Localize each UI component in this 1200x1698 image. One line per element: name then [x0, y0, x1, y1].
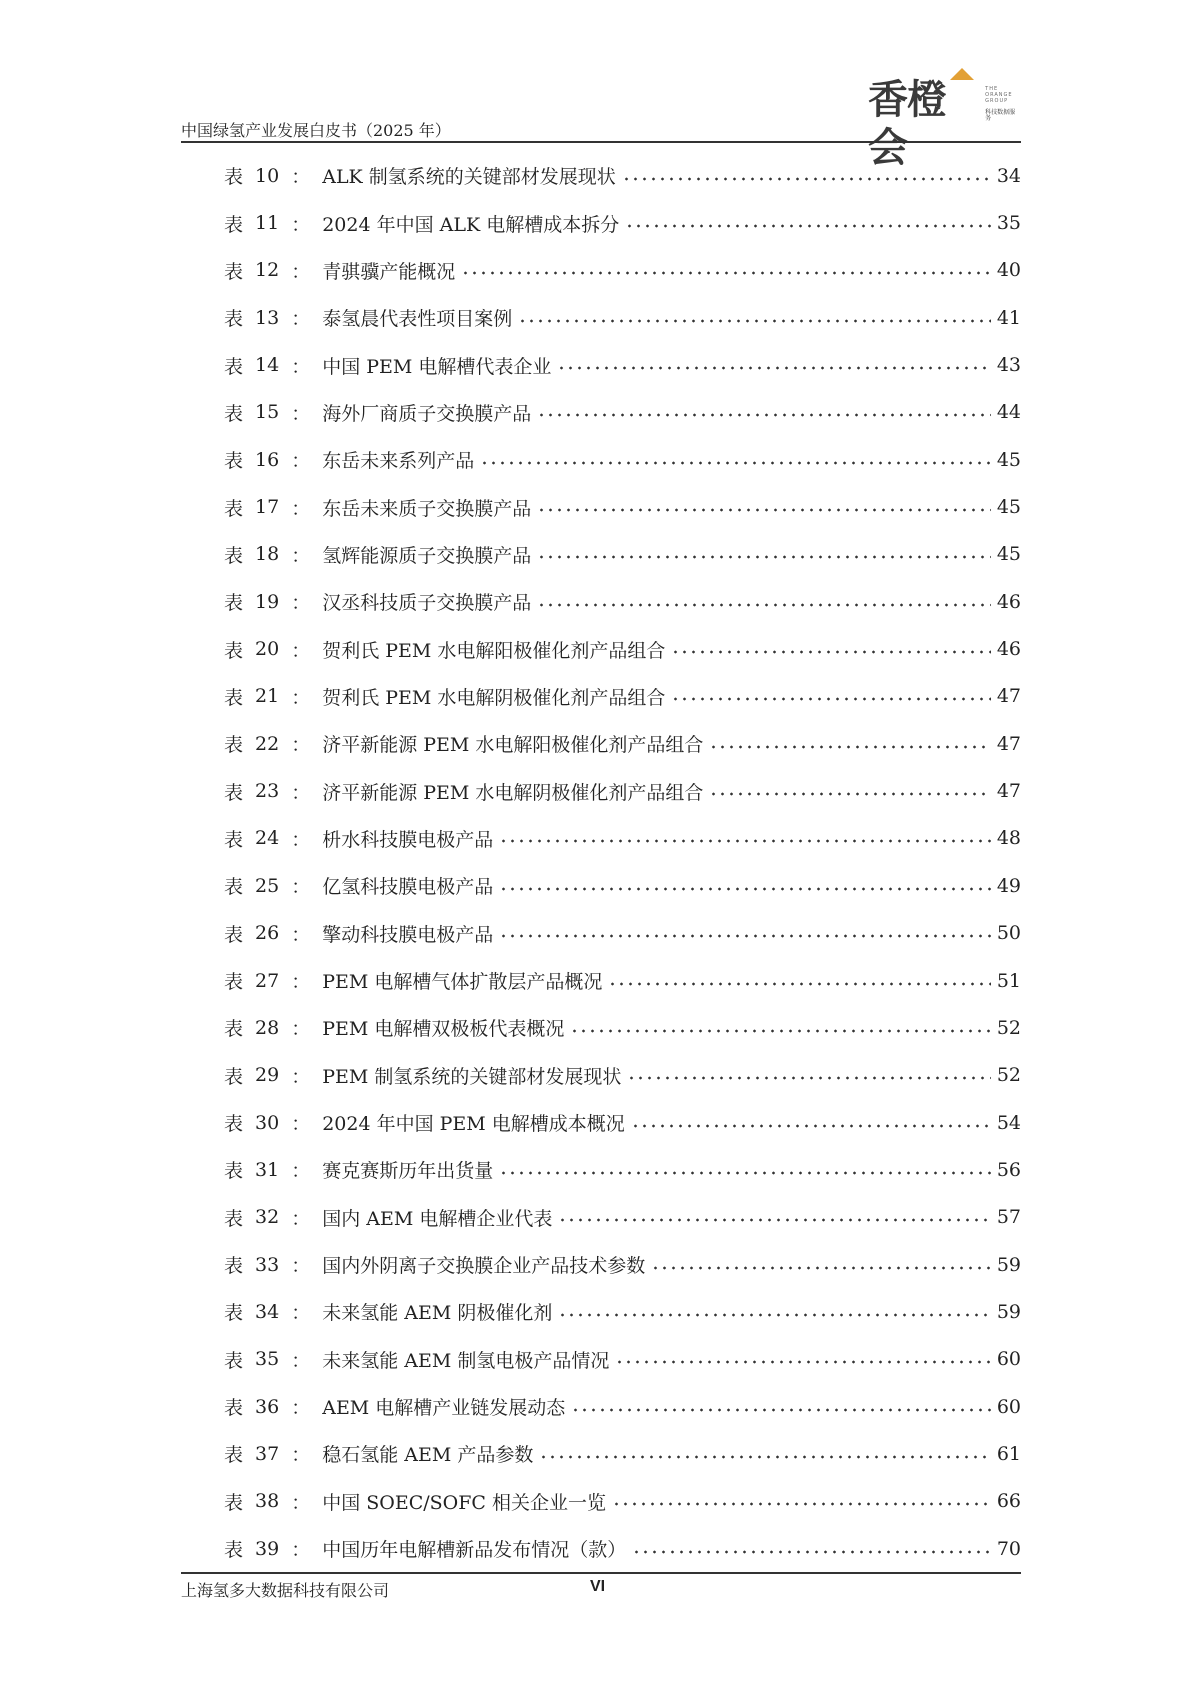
toc-colon: ：	[291, 1397, 311, 1420]
toc-number: 18	[255, 543, 280, 566]
logo-roof-icon	[950, 68, 974, 80]
toc-page-number: 44	[996, 401, 1021, 424]
toc-number: 16	[255, 448, 280, 471]
toc-colon: ：	[291, 497, 311, 520]
toc-page-number: 50	[996, 922, 1021, 945]
toc-number: 34	[255, 1300, 280, 1323]
toc-title: 东岳未来系列产品	[322, 450, 475, 473]
toc-title: 擎动科技膜电极产品	[322, 923, 494, 946]
toc-entry[interactable]	[224, 957, 1021, 1004]
brand-logo	[868, 76, 1020, 171]
toc-number: 17	[255, 496, 280, 519]
toc-entry[interactable]	[224, 199, 1021, 246]
toc-leader-dots	[499, 934, 991, 938]
toc-prefix: 表	[224, 923, 244, 946]
toc-prefix: 表	[224, 1160, 244, 1183]
toc-colon: ：	[291, 1160, 311, 1183]
toc-number: 22	[255, 732, 280, 755]
toc-title: 赛克赛斯历年出货量	[322, 1160, 494, 1183]
logo-cn: 科技数据服务	[985, 109, 1016, 122]
toc-page-number: 45	[996, 496, 1021, 519]
toc-leader-dots	[671, 650, 990, 654]
toc-colon: ：	[291, 355, 311, 378]
toc-leader-dots	[570, 1029, 990, 1033]
toc-page-number: 45	[996, 543, 1021, 566]
toc-prefix: 表	[224, 260, 244, 283]
toc-title: 氢辉能源质子交换膜产品	[322, 544, 532, 567]
header-divider	[181, 141, 1021, 143]
toc-colon: ：	[291, 828, 311, 851]
toc-prefix: 表	[224, 1491, 244, 1514]
toc-prefix: 表	[224, 213, 244, 236]
toc-leader-dots	[557, 366, 990, 370]
toc-prefix: 表	[224, 1302, 244, 1325]
toc-page-number: 41	[996, 306, 1021, 329]
toc-title: 青骐骥产能概况	[322, 260, 456, 283]
toc-leader-dots	[625, 224, 991, 228]
toc-number: 28	[255, 1016, 280, 1039]
toc-prefix: 表	[224, 544, 244, 567]
toc-leader-dots	[480, 461, 991, 465]
toc-colon: ：	[291, 1065, 311, 1088]
toc-number: 32	[255, 1206, 280, 1229]
toc-leader-dots	[537, 555, 991, 559]
toc-entry[interactable]	[224, 1099, 1021, 1146]
toc-number: 36	[255, 1395, 280, 1418]
toc-title: 东岳未来质子交换膜产品	[322, 497, 532, 520]
toc-page-number: 60	[996, 1395, 1021, 1418]
toc-number: 35	[255, 1348, 280, 1371]
toc-colon: ：	[291, 639, 311, 662]
toc-prefix: 表	[224, 639, 244, 662]
toc-colon: ：	[291, 1491, 311, 1514]
toc-prefix: 表	[224, 166, 244, 189]
toc-entry[interactable]	[224, 720, 1021, 767]
toc-colon: ：	[291, 1539, 311, 1562]
toc-colon: ：	[291, 544, 311, 567]
footer-page-number: VI	[590, 1578, 606, 1595]
toc-page-number: 34	[996, 164, 1021, 187]
toc-prefix: 表	[224, 1349, 244, 1372]
toc-leader-dots	[537, 413, 991, 417]
toc-page-number: 43	[996, 354, 1021, 377]
toc-prefix: 表	[224, 497, 244, 520]
toc-number: 30	[255, 1111, 280, 1134]
toc-leader-dots	[537, 508, 991, 512]
toc-number: 24	[255, 827, 280, 850]
toc-entry[interactable]	[224, 341, 1021, 388]
toc-title: 贺利氏 PEM 水电解阳极催化剂产品组合	[322, 639, 666, 662]
toc-prefix: 表	[224, 592, 244, 615]
toc-colon: ：	[291, 1349, 311, 1372]
toc-colon: ：	[291, 1207, 311, 1230]
footer-divider	[181, 1572, 1021, 1574]
toc-leader-dots	[539, 1455, 990, 1459]
toc-number: 10	[255, 164, 280, 187]
toc-entry[interactable]	[224, 389, 1021, 436]
toc-title: 2024 年中国 ALK 电解槽成本拆分	[322, 213, 620, 236]
toc-entry[interactable]	[224, 862, 1021, 909]
toc-prefix: 表	[224, 355, 244, 378]
toc-prefix: 表	[224, 1397, 244, 1420]
toc-number: 27	[255, 969, 280, 992]
toc-number: 26	[255, 922, 280, 945]
toc-page-number: 46	[996, 638, 1021, 661]
toc-entry[interactable]	[224, 673, 1021, 720]
toc-number: 39	[255, 1537, 280, 1560]
logo-subtext	[985, 86, 1020, 122]
toc-colon: ：	[291, 1113, 311, 1136]
toc-number: 14	[255, 354, 280, 377]
toc-entry[interactable]	[224, 483, 1021, 530]
toc-colon: ：	[291, 166, 311, 189]
toc-prefix: 表	[224, 1018, 244, 1041]
toc-title: 稳石氢能 AEM 产品参数	[322, 1444, 534, 1467]
toc-number: 38	[255, 1490, 280, 1513]
toc-title: PEM 制氢系统的关键部材发展现状	[322, 1065, 622, 1088]
toc-page-number: 49	[996, 874, 1021, 897]
toc-title: 济平新能源 PEM 水电解阴极催化剂产品组合	[322, 781, 704, 804]
toc-colon: ：	[291, 971, 311, 994]
toc-entry[interactable]	[224, 436, 1021, 483]
header-title: 中国绿氢产业发展白皮书（2025 年）	[181, 121, 451, 140]
toc-prefix: 表	[224, 402, 244, 425]
toc-page-number: 46	[996, 590, 1021, 613]
toc-title: 中国历年电解槽新品发布情况（款）	[322, 1539, 627, 1562]
toc-leader-dots	[632, 1550, 991, 1554]
toc-number: 13	[255, 306, 280, 329]
toc-prefix: 表	[224, 1113, 244, 1136]
toc-entry[interactable]	[224, 1194, 1021, 1241]
toc-number: 33	[255, 1253, 280, 1276]
toc-leader-dots	[571, 1408, 991, 1412]
toc-title: 2024 年中国 PEM 电解槽成本概况	[322, 1113, 625, 1136]
toc-number: 25	[255, 874, 280, 897]
toc-title: PEM 电解槽双极板代表概况	[322, 1018, 565, 1041]
toc-title: 未来氢能 AEM 阴极催化剂	[322, 1302, 553, 1325]
toc-colon: ：	[291, 734, 311, 757]
footer-company: 上海氢多大数据科技有限公司	[181, 1581, 390, 1600]
toc-entry[interactable]	[224, 767, 1021, 814]
toc-title: 枡水科技膜电极产品	[322, 828, 494, 851]
toc-entry[interactable]	[224, 294, 1021, 341]
toc-leader-dots	[461, 271, 991, 275]
toc-leader-dots	[499, 1171, 991, 1175]
toc-leader-dots	[612, 1502, 991, 1506]
toc-title: 贺利氏 PEM 水电解阴极催化剂产品组合	[322, 686, 666, 709]
toc-leader-dots	[671, 697, 990, 701]
toc-leader-dots	[499, 887, 991, 891]
toc-page-number: 52	[996, 1016, 1021, 1039]
toc-page-number: 60	[996, 1348, 1021, 1371]
toc-title: 汉丞科技质子交换膜产品	[322, 592, 532, 615]
toc-entry[interactable]	[224, 1336, 1021, 1383]
toc-page-number: 59	[996, 1300, 1021, 1323]
toc-page-number: 48	[996, 827, 1021, 850]
toc-entry[interactable]	[224, 910, 1021, 957]
logo-text: 香橙会	[868, 77, 946, 171]
toc-leader-dots	[558, 1218, 990, 1222]
toc-page-number: 66	[996, 1490, 1021, 1513]
toc-prefix: 表	[224, 781, 244, 804]
toc-entry[interactable]	[224, 1430, 1021, 1477]
logo-en-3: GROUP	[985, 98, 1009, 104]
toc-page-number: 61	[996, 1442, 1021, 1465]
toc-entry[interactable]	[224, 152, 1021, 199]
toc-title: 海外厂商质子交换膜产品	[322, 402, 532, 425]
toc-entry[interactable]	[224, 1241, 1021, 1288]
toc-entry[interactable]	[224, 1146, 1021, 1193]
logo-en-1: THE	[985, 86, 999, 92]
toc-prefix: 表	[224, 1444, 244, 1467]
toc-number: 12	[255, 259, 280, 282]
toc-colon: ：	[291, 213, 311, 236]
toc-colon: ：	[291, 592, 311, 615]
toc-page-number: 52	[996, 1064, 1021, 1087]
toc-entry[interactable]	[224, 578, 1021, 625]
toc-entry[interactable]	[224, 1478, 1021, 1525]
logo-en-2: ORANGE	[985, 92, 1013, 98]
toc-entry[interactable]	[224, 1383, 1021, 1430]
toc-prefix: 表	[224, 1207, 244, 1230]
toc-entry[interactable]	[224, 815, 1021, 862]
toc-leader-dots	[709, 745, 990, 749]
toc-page-number: 54	[996, 1111, 1021, 1134]
toc-colon: ：	[291, 450, 311, 473]
toc-page-number: 47	[996, 685, 1021, 708]
toc-colon: ：	[291, 686, 311, 709]
toc-leader-dots	[627, 1076, 990, 1080]
toc-prefix: 表	[224, 971, 244, 994]
toc-number: 21	[255, 685, 280, 708]
toc-title: 中国 PEM 电解槽代表企业	[322, 355, 552, 378]
toc-page-number: 47	[996, 780, 1021, 803]
toc-prefix: 表	[224, 686, 244, 709]
toc-prefix: 表	[224, 450, 244, 473]
toc-title: PEM 电解槽气体扩散层产品概况	[322, 971, 603, 994]
toc-colon: ：	[291, 1302, 311, 1325]
toc-leader-dots	[537, 603, 991, 607]
toc-page-number: 70	[996, 1537, 1021, 1560]
toc-leader-dots	[499, 839, 991, 843]
toc-page-number: 59	[996, 1253, 1021, 1276]
toc-title: 泰氢晨代表性项目案例	[322, 308, 513, 331]
toc-colon: ：	[291, 781, 311, 804]
toc-colon: ：	[291, 1018, 311, 1041]
toc-colon: ：	[291, 308, 311, 331]
toc-prefix: 表	[224, 828, 244, 851]
toc-prefix: 表	[224, 734, 244, 757]
toc-colon: ：	[291, 1255, 311, 1278]
toc-number: 11	[255, 212, 280, 235]
toc-page-number: 56	[996, 1158, 1021, 1181]
toc-entry[interactable]	[224, 1288, 1021, 1335]
toc-entry[interactable]	[224, 625, 1021, 672]
toc-title: 济平新能源 PEM 水电解阳极催化剂产品组合	[322, 734, 704, 757]
toc-leader-dots	[615, 1360, 990, 1364]
toc-page-number: 45	[996, 448, 1021, 471]
toc-colon: ：	[291, 1444, 311, 1467]
toc-leader-dots	[631, 1124, 991, 1128]
toc-number: 20	[255, 638, 280, 661]
toc-title: 未来氢能 AEM 制氢电极产品情况	[322, 1349, 610, 1372]
toc-colon: ：	[291, 876, 311, 899]
toc-title: 中国 SOEC/SOFC 相关企业一览	[322, 1491, 607, 1514]
toc-number: 31	[255, 1158, 280, 1181]
toc-prefix: 表	[224, 1065, 244, 1088]
toc-prefix: 表	[224, 1539, 244, 1562]
toc-entry[interactable]	[224, 1525, 1021, 1572]
toc-number: 29	[255, 1064, 280, 1087]
toc-page-number: 35	[996, 212, 1021, 235]
toc-leader-dots	[608, 982, 990, 986]
toc-page-number: 57	[996, 1206, 1021, 1229]
toc-page-number: 47	[996, 732, 1021, 755]
toc-colon: ：	[291, 923, 311, 946]
toc-number: 23	[255, 780, 280, 803]
toc-number: 37	[255, 1442, 280, 1465]
toc-page-number: 51	[996, 969, 1021, 992]
toc-number: 15	[255, 401, 280, 424]
toc-leader-dots	[622, 177, 991, 181]
toc-title: 亿氢科技膜电极产品	[322, 876, 494, 899]
toc-title: AEM 电解槽产业链发展动态	[322, 1397, 566, 1420]
toc-prefix: 表	[224, 1255, 244, 1278]
toc-colon: ：	[291, 402, 311, 425]
table-list	[224, 152, 1021, 1572]
toc-leader-dots	[651, 1266, 991, 1270]
toc-colon: ：	[291, 260, 311, 283]
toc-page-number: 40	[996, 259, 1021, 282]
toc-entry[interactable]	[224, 531, 1021, 578]
toc-entry[interactable]	[224, 247, 1021, 294]
toc-title: ALK 制氢系统的关键部材发展现状	[322, 166, 616, 189]
toc-number: 19	[255, 590, 280, 613]
toc-entry[interactable]	[224, 1004, 1021, 1051]
toc-prefix: 表	[224, 876, 244, 899]
toc-leader-dots	[709, 792, 990, 796]
toc-prefix: 表	[224, 308, 244, 331]
toc-entry[interactable]	[224, 1052, 1021, 1099]
toc-title: 国内外阴离子交换膜企业产品技术参数	[322, 1255, 646, 1278]
toc-title: 国内 AEM 电解槽企业代表	[322, 1207, 553, 1230]
toc-leader-dots	[518, 319, 991, 323]
toc-leader-dots	[558, 1313, 990, 1317]
